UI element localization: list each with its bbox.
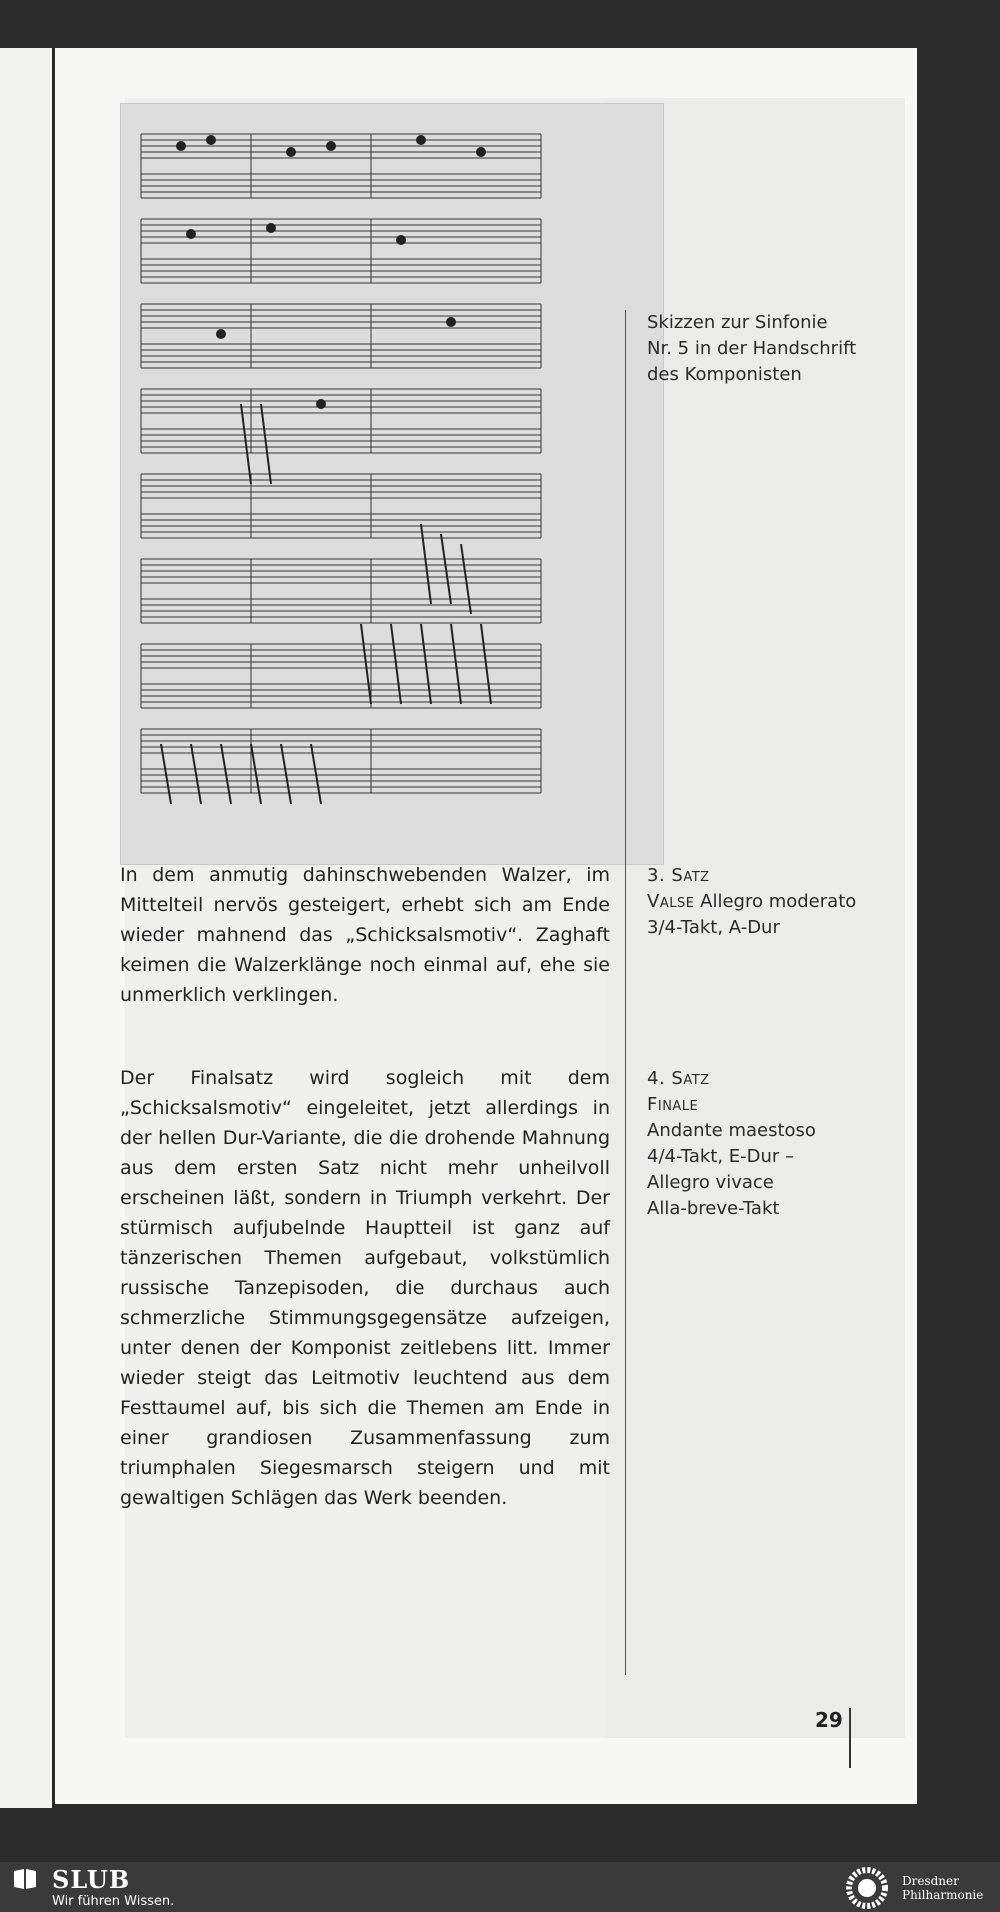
library-name[interactable]: SLUB [52, 1865, 131, 1894]
partner-name [902, 1874, 1000, 1902]
partner-name-line-2: Philharmonie [902, 1888, 984, 1902]
movement-4-line-2: Andante maestoso [647, 1120, 816, 1141]
movement-4-name: Finale [647, 1094, 699, 1115]
movement-4-heading: 4. Satz [647, 1068, 710, 1089]
movement-4-line-3: 4/4-Takt, E-Dur – [647, 1146, 795, 1167]
facing-page-edge [0, 48, 52, 1808]
movement-4-info [647, 1066, 897, 1222]
partner-name-line-1: Dresdner [902, 1874, 959, 1888]
figure-caption [647, 310, 897, 388]
manuscript-image [120, 103, 664, 865]
movement-3-line-2: 3/4-Takt, A-Dur [647, 917, 780, 938]
philharmonie-logo-icon[interactable] [842, 1866, 892, 1910]
caption-line: Skizzen zur Sinfonie [647, 312, 828, 333]
page-number-rule [849, 1708, 851, 1768]
movement-4-line-5: Alla-breve-Takt [647, 1198, 780, 1219]
movement-3-tempo: Allegro moderato [700, 891, 857, 912]
footer-bar [0, 1862, 1000, 1912]
movement-3-name: Valse [647, 891, 695, 912]
movement-4-line-4: Allegro vivace [647, 1172, 774, 1193]
page-number: 29 [815, 1708, 843, 1732]
movement-3-line-1 [647, 889, 897, 915]
caption-line: Nr. 5 in der Handschrift [647, 338, 857, 359]
paragraph-finale: Der Finalsatz wird sogleich mit dem „Schicksalsmotiv“ eingeleitet, jetzt allerdings in der hellen Dur-Variante, die die drohende Mahnung aus dem ersten Satz nicht mehr unheilvoll erscheinen läßt, sondern in Triumph verkehrt. Der stürmisch aufjubelnde Hauptteil ist ganz auf tänzerischen Themen aufgebaut, volkstümlich russische Tanzepisoden, die durchaus auch schmerzliche Stimmungsgegensätze aufzeigen, unter denen der Komponist zeitlebens litt. Immer wieder steigt das Leitmotiv leuchtend aus dem Festtaumel auf, bis sich die Themen am Ende in einer grandiosen Zusammenfassung zum triumphalen Siegesmarsch steigern und mit gewaltigen Schlägen das Werk beenden. [120, 1067, 610, 1509]
movement-3-info [647, 863, 897, 941]
column-divider [625, 310, 626, 1675]
library-tagline: Wir führen Wissen. [52, 1894, 175, 1909]
book-icon [12, 1868, 38, 1890]
music-manuscript-icon [121, 104, 663, 864]
caption-line: des Komponisten [647, 364, 802, 385]
paragraph-walzer: In dem anmutig dahinschwebenden Walzer, im Mittelteil nervös gesteigert, erhebt sich am Ende wieder mahnend das „Schicksalsmotiv“. Zaghaft keimen die Walzerklänge noch einmal auf, ehe sie unmerklich verklingen. [120, 864, 610, 1006]
document-page [55, 48, 917, 1804]
movement-3-heading: 3. Satz [647, 865, 710, 886]
